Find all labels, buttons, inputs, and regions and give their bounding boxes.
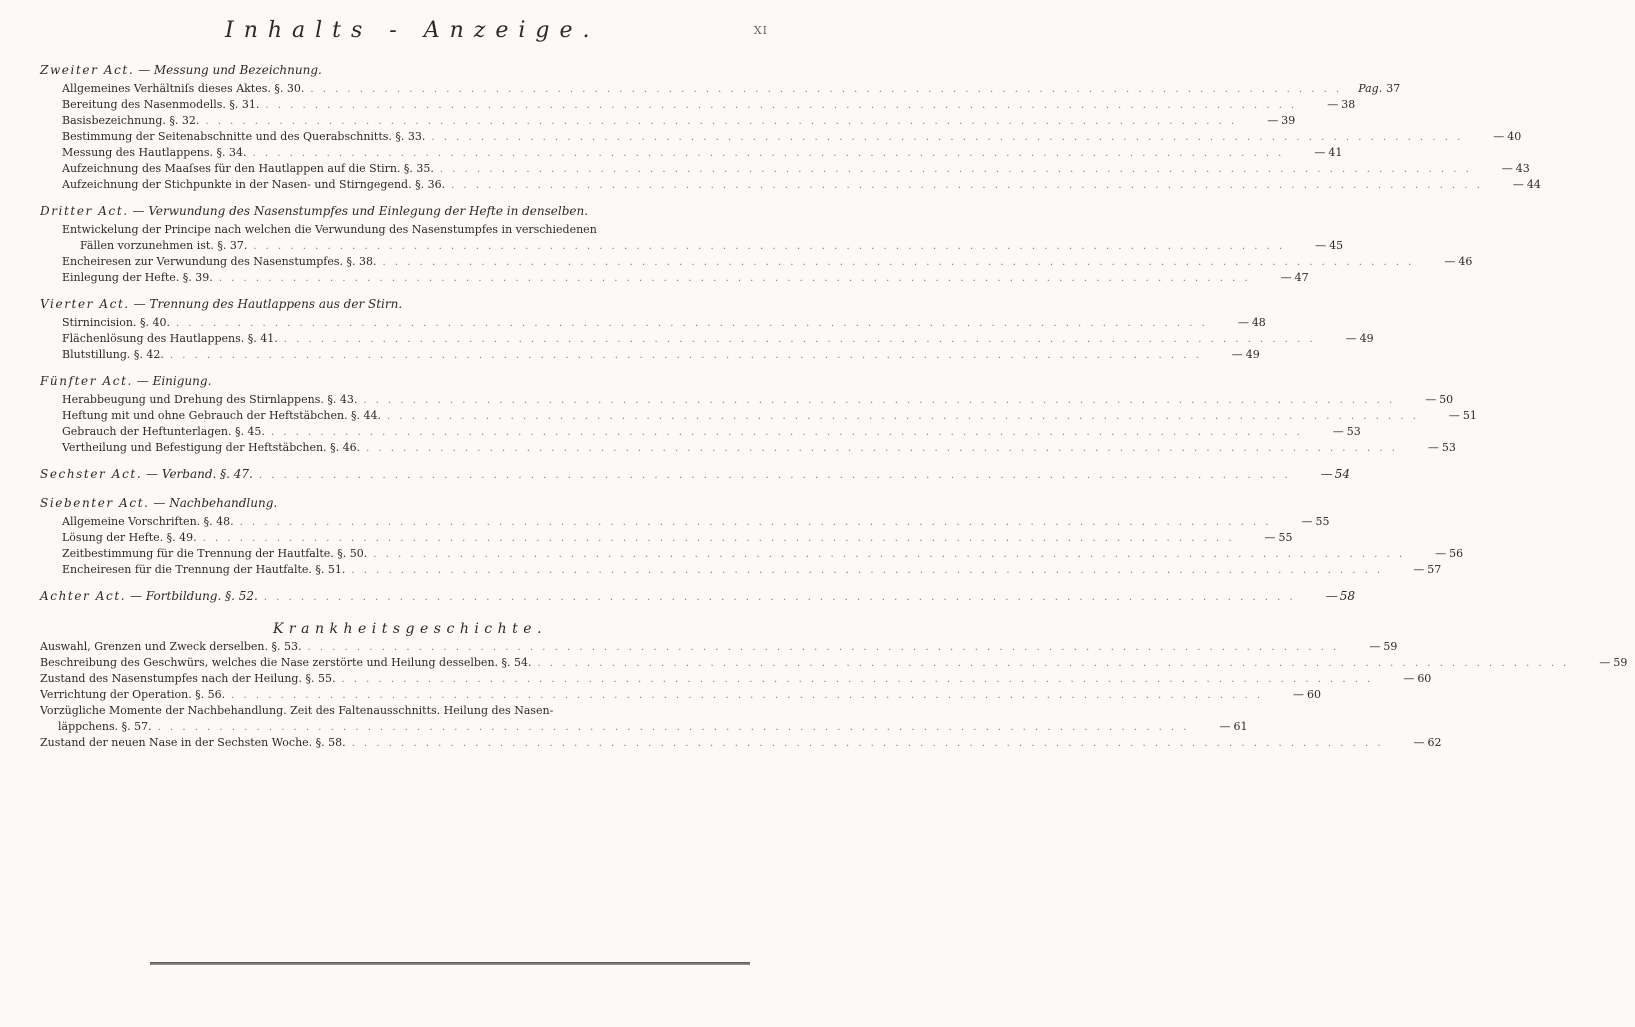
entry-page [1425,408,1485,424]
page-dash: — [1345,332,1357,345]
dot-leader [259,468,1291,484]
page-dash: — [1264,531,1276,544]
page-number-value: 48 [1251,316,1266,329]
entry-page [1241,530,1301,546]
section-heading [40,62,780,81]
section-heading-text [40,466,253,482]
heading-separator: — [149,496,170,510]
dot-leader [231,688,1263,704]
heading-separator: — [129,297,150,311]
running-head [40,18,780,52]
page-number-value: 62 [1427,736,1442,749]
toc-entry [40,145,1343,161]
entry-text: Aufzeichnung der Stichpunkte in der Nasen- und Stirngegend. §. 36. [62,178,446,191]
toc-entry [40,161,1530,177]
toc-entry [40,254,1473,270]
page-dash: — [1512,178,1524,191]
toc-entry [40,424,1361,440]
heading-separator: — [126,589,146,603]
page-number: XI [753,24,768,37]
entry-page [1411,546,1471,562]
act-title: Nachbehandlung. [169,496,278,510]
bottom-rule [150,962,750,965]
act-ordinal: Achter Act. [40,589,127,603]
page-dash: — [1369,640,1381,653]
entry-text: Lösung der Hefte. §. 49. [62,531,197,544]
section-heading [40,296,780,315]
entry-text: Einlegung der Hefte. §. 39. [62,271,213,284]
entry-page [1379,671,1439,687]
dot-leader [176,316,1208,332]
act-ordinal: Vierter Act. [40,297,130,311]
toc-entry-continuation [40,719,1248,735]
page-number-value: 58 [1339,589,1355,603]
entry-page [1208,347,1268,363]
page-dash: — [1314,146,1326,159]
page-dash: — [1231,348,1243,361]
dot-leader [341,672,1373,688]
dot-leader [387,409,1419,425]
toc-entry-continuation [40,238,1344,254]
dot-leader [373,547,1405,563]
toc-entry [40,514,1330,530]
entry-text: Fällen vorzunehmen ist. §. 37. [80,239,248,252]
act-title: Messung und Bezeichnung. [153,63,322,77]
page-dash: — [1413,563,1425,576]
entry-text: Blutstillung. §. 42. [62,348,164,361]
page-prefix: Pag. [1358,82,1383,95]
page-dash: — [1325,589,1338,603]
page-number-value: 47 [1294,271,1309,284]
act-title: Verwundung des Nasenstumpfes und Einlegung der Hefte in denselben. [148,204,589,218]
toc-entry [40,331,1374,347]
act-ordinal: Zweiter Act. [40,63,135,77]
page-number-value: 57 [1427,563,1442,576]
page-dash: — [1493,130,1505,143]
entry-page [1269,687,1329,703]
dot-leader [351,563,1383,579]
toc-entry [40,177,1541,193]
toc-entry [40,530,1293,546]
entry-text: Encheiresen für die Trennung der Hautfalte. §. 51. [62,563,346,576]
heading-separator: — [132,374,153,388]
dot-leader [440,162,1472,178]
entry-text: Zeitbestimmung für die Trennung der Hautfalte. §. 50. [62,547,368,560]
dot-leader [205,114,1237,130]
entry-text: Bestimmung der Seitenabschnitte und des Querabschnitts. §. 33. [62,130,426,143]
entry-text: Messung des Hautlappens. §. 34. [62,146,247,159]
entry-page [1322,331,1382,347]
dot-leader [451,178,1483,194]
toc-entry [40,703,780,719]
entry-page [1297,466,1357,482]
page-number-value: 54 [1334,467,1351,481]
page-dash: — [1267,114,1279,127]
entry-page [1278,514,1338,530]
section-gap [40,363,780,373]
page-dash: — [1237,316,1249,329]
entry-text: Auswahl, Grenzen und Zweck derselben. §. 53. [40,640,302,653]
entry-page [1302,588,1362,604]
page-number-value: 59 [1613,656,1628,669]
entry-page [1257,270,1317,286]
dot-leader [366,441,1398,457]
section-gap [40,286,780,296]
page-number-value: 38 [1341,98,1356,111]
page-dash: — [1501,162,1513,175]
entry-page [1291,238,1351,254]
toc-entry [40,222,780,238]
page-number-value: 37 [1386,82,1401,95]
page-number-value: 44 [1526,178,1541,191]
toc-entry [40,129,1522,145]
toc-entry [40,347,1260,363]
running-title: Inhalts - Anzeige. [225,18,600,43]
toc-entry [40,392,1454,408]
act-title: Trennung des Hautlappens aus der Stirn. [149,297,403,311]
dot-leader [284,332,1316,348]
page-dash: — [1332,425,1344,438]
page-dash: — [1293,688,1305,701]
toc-entry [40,81,1401,97]
entry-text: Flächenlösung des Hautlappens. §. 41. [62,332,278,345]
section-heading-text [40,588,258,604]
entry-text: Stirnincision. §. 40. [62,316,170,329]
dot-leader [264,590,1296,606]
section-gap [40,456,780,466]
dot-leader [158,720,1190,736]
section-gap [40,578,780,588]
dot-leader [203,531,1235,547]
entry-page [1214,315,1274,331]
page-number-value: 60 [1307,688,1322,701]
page-dash: — [1315,239,1327,252]
entry-page [1420,254,1480,270]
page-dash: — [1435,547,1447,560]
toc-entry [40,562,1442,578]
history-heading: Krankheitsgeschichte. [272,621,548,637]
dot-leader [383,255,1415,271]
dot-leader [538,656,1570,672]
dot-leader [352,736,1384,752]
entry-text: Herabbeugung und Drehung des Stirnlappens. §. 43. [62,393,358,406]
page-number-value: 55 [1278,531,1293,544]
page-dash: — [1280,271,1292,284]
dot-leader [253,146,1285,162]
entry-page [1195,719,1255,735]
page-number-value: 56 [1449,547,1464,560]
page-number-value: 53 [1441,441,1456,454]
entry-page [1389,562,1449,578]
entry-text: Entwickelung der Principe nach welchen die Verwundung des Nasenstumpfes in verschiedenen [62,223,597,236]
entry-text: Aufzeichnung des Maaſses für den Hautlappen auf die Stirn. §. 35. [62,162,434,175]
entry-page [1390,735,1450,751]
dot-leader [265,98,1297,114]
toc-entry [40,270,1309,286]
page-dash: — [1219,720,1231,733]
page-dash: — [1425,393,1437,406]
toc-entry [40,113,1296,129]
toc-content [40,62,1628,751]
dot-leader [271,425,1303,441]
entry-text: Bereitung des Nasenmodells. §. 31. [62,98,260,111]
dot-leader [307,640,1339,656]
toc-entry [40,687,1322,703]
toc-entry [40,440,1456,456]
section-heading [40,588,1355,607]
entry-text: Gebrauch der Heftunterlagen. §. 45. [62,425,265,438]
dot-leader [253,239,1285,255]
page-number-value: 43 [1515,162,1530,175]
page-dash: — [1599,656,1611,669]
section-gap [40,607,780,617]
page-dash: — [1301,515,1313,528]
act-title: Einigung. [152,374,212,388]
act-title: Verband. §. 47. [161,467,253,481]
section-heading [40,373,780,392]
entry-text: Encheiresen zur Verwundung des Nasenstumpfes. §. 38. [62,255,377,268]
toc-entry [40,735,1442,751]
section-gap [40,485,780,495]
entry-text: Beschreibung des Geschwürs, welches die Nase zerstörte und Heilung desselben. §. 54. [40,656,532,669]
entry-page [1303,97,1363,113]
section-heading [40,466,1351,485]
page-dash: — [1320,467,1333,481]
section-heading [40,495,780,514]
toc-entry [40,546,1464,562]
entry-page [1469,129,1529,145]
entry-page [1309,424,1369,440]
page-number-value: 59 [1383,640,1398,653]
act-ordinal: Fünfter Act. [40,374,133,388]
toc-entry [40,671,1432,687]
entry-text: Heftung mit und ohne Gebrauch der Heftstäbchen. §. 44. [62,409,382,422]
page-dash: — [1327,98,1339,111]
page-number-value: 49 [1359,332,1374,345]
page-number-value: 40 [1507,130,1522,143]
section-gap [40,193,780,203]
page-number-value: 46 [1458,255,1473,268]
entry-page [1404,440,1464,456]
dot-leader [363,393,1395,409]
dot-leader [170,348,1202,364]
entry-page [1478,161,1538,177]
act-ordinal: Siebenter Act. [40,496,150,510]
entry-text: Zustand des Nasenstumpfes nach der Heilung. §. 55. [40,672,336,685]
entry-text: Vorzügliche Momente der Nachbehandlung. Zeit des Faltenausschnitts. Heilung des Nasen- [40,704,554,717]
entry-text: Vertheilung und Befestigung der Heftstäbchen. §. 46. [62,441,361,454]
toc-entry [40,639,1398,655]
toc-entry [40,315,1266,331]
entry-page [1401,392,1461,408]
toc-entry [40,408,1477,424]
heading-separator: — [128,204,149,218]
entry-text: läppchens. §. 57. [58,720,152,733]
heading-separator: — [134,63,154,77]
act-ordinal: Sechster Act. [40,467,143,481]
toc-entry [40,655,1628,671]
dot-leader [310,82,1342,98]
entry-text: Allgemeine Vorschriften. §. 48. [62,515,234,528]
page-number-value: 53 [1346,425,1361,438]
entry-page [1575,655,1635,671]
page-dash: — [1403,672,1415,685]
page-number-value: 60 [1417,672,1432,685]
page-dash: — [1427,441,1439,454]
page-number-value: 55 [1315,515,1330,528]
page-number-value: 49 [1245,348,1260,361]
dot-leader [240,515,1272,531]
entry-page [1348,81,1408,97]
dot-leader [219,271,1251,287]
section-heading [40,203,780,222]
entry-page [1290,145,1350,161]
entry-page [1345,639,1405,655]
act-title: Fortbildung. §. 52. [145,589,258,603]
act-ordinal: Dritter Act. [40,204,129,218]
page-number-value: 61 [1233,720,1248,733]
entry-text: Basisbezeichnung. §. 32. [62,114,200,127]
entry-text: Allgemeines Verhältniſs dieses Aktes. §. 30. [62,82,305,95]
entry-text: Verrichtung der Operation. §. 56. [40,688,226,701]
page-number-value: 39 [1281,114,1296,127]
entry-text: Zustand der neuen Nase in der Sechsten Woche. §. 58. [40,736,346,749]
entry-page [1243,113,1303,129]
page-dash: — [1444,255,1456,268]
heading-separator: — [142,467,162,481]
page-dash: — [1448,409,1460,422]
page-number-value: 50 [1439,393,1454,406]
page-number-value: 45 [1329,239,1344,252]
toc-entry [40,97,1356,113]
page-dash: — [1413,736,1425,749]
page-number-value: 51 [1462,409,1477,422]
page-number-value: 41 [1328,146,1343,159]
dot-leader [431,130,1463,146]
entry-page [1489,177,1549,193]
